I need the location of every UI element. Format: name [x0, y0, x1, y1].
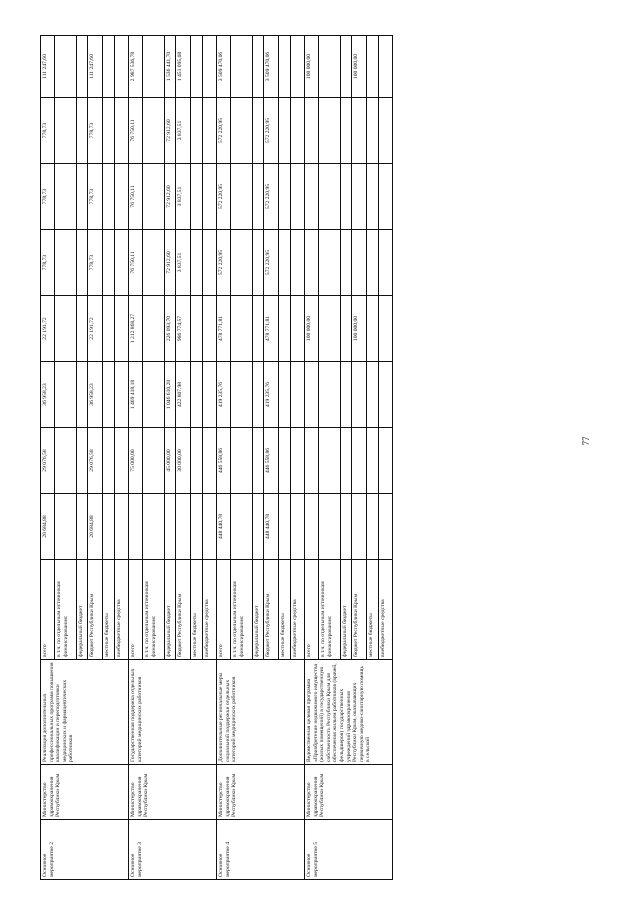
value-cell	[291, 362, 305, 428]
value-cell: 3 837,51	[176, 230, 191, 296]
source-cell: всего	[129, 560, 143, 660]
value-cell: 1 469 418,18	[129, 362, 143, 428]
value-cell	[231, 362, 253, 428]
value-cell	[115, 230, 129, 296]
value-cell: 478 771,81	[264, 296, 279, 362]
value-cell	[191, 428, 203, 494]
value-cell	[367, 98, 379, 164]
value-cell: 72 912,60	[165, 164, 176, 230]
value-cell	[319, 494, 341, 560]
value-cell	[115, 362, 129, 428]
value-cell	[367, 164, 379, 230]
value-cell	[253, 230, 264, 296]
value-cell: 20 684,88	[88, 494, 103, 560]
value-cell	[191, 362, 203, 428]
value-cell	[115, 98, 129, 164]
value-cell: 76 750,11	[129, 230, 143, 296]
value-cell	[191, 164, 203, 230]
value-cell	[143, 428, 165, 494]
source-cell: бюджет Республики Крым	[264, 560, 279, 660]
source-cell: всего	[217, 560, 231, 660]
value-cell: 419 235,76	[264, 362, 279, 428]
value-cell	[305, 230, 319, 296]
value-cell: 778,73	[41, 164, 55, 230]
value-cell	[341, 296, 352, 362]
value-cell	[379, 36, 393, 98]
value-cell	[279, 164, 291, 230]
value-cell: 29 076,58	[88, 428, 103, 494]
source-cell: в т.ч. по отдельным источникам финансирования:	[319, 560, 341, 660]
executor-cell: Министерство здравоохранения Республики Крым	[305, 765, 393, 820]
value-cell	[367, 230, 379, 296]
value-cell	[103, 164, 115, 230]
value-cell	[341, 428, 352, 494]
value-cell	[291, 428, 305, 494]
value-cell	[103, 230, 115, 296]
value-cell	[352, 230, 367, 296]
value-cell	[103, 36, 115, 98]
value-cell	[103, 98, 115, 164]
value-cell	[203, 230, 217, 296]
value-cell	[253, 494, 264, 560]
value-cell: 100 000,00	[305, 296, 319, 362]
value-cell: 1 046 610,20	[165, 362, 176, 428]
value-cell: 778,73	[88, 98, 103, 164]
value-cell	[77, 164, 88, 230]
value-cell: 419 235,76	[217, 362, 231, 428]
value-cell	[305, 494, 319, 560]
value-cell	[191, 36, 203, 98]
executor-cell: Министерство здравоохранения Республики Крым	[129, 765, 217, 820]
source-cell: бюджет Республики Крым	[352, 560, 367, 660]
value-cell: 3 837,51	[176, 98, 191, 164]
source-cell: федеральный бюджет	[253, 560, 264, 660]
value-cell	[319, 36, 341, 98]
event-cell: Основное мероприятие 2	[41, 820, 129, 880]
value-cell	[352, 164, 367, 230]
value-cell	[143, 362, 165, 428]
value-cell: 478 771,81	[217, 296, 231, 362]
value-cell: 1 451 095,08	[176, 36, 191, 98]
event-cell: Основное мероприятие 5	[305, 820, 393, 880]
value-cell	[231, 36, 253, 98]
value-cell	[253, 428, 264, 494]
value-cell: 2 987 536,78	[129, 36, 143, 98]
source-cell: местные бюджеты	[367, 560, 379, 660]
executor-cell: Министерство здравоохранения Республики Крым	[41, 765, 129, 820]
value-cell: 448 440,78	[264, 494, 279, 560]
value-cell: 72 912,60	[165, 98, 176, 164]
value-cell	[305, 428, 319, 494]
value-cell: 778,73	[41, 230, 55, 296]
description-cell: Ведомственная целевая программа «Приобретение недвижимого имущества (жилых помещений) в государственную собственность Республики Крым для обеспечения жильем работников (врачей, фельдшеров) государственных учреждений здравоохранения Республики Крым, оказывающих первичную медико-санитарную помощь в сельской	[305, 660, 393, 765]
source-cell: федеральный бюджет	[77, 560, 88, 660]
value-cell	[143, 36, 165, 98]
value-cell	[203, 36, 217, 98]
value-cell	[77, 362, 88, 428]
value-cell	[253, 164, 264, 230]
table-row	[41, 36, 55, 880]
value-cell	[253, 296, 264, 362]
value-cell	[203, 428, 217, 494]
description-cell: Государственная поддержка отдельных категорий медицинских работников	[129, 660, 217, 765]
value-cell	[143, 98, 165, 164]
value-cell: 986 774,57	[176, 296, 191, 362]
table-row	[305, 36, 319, 880]
value-cell	[253, 362, 264, 428]
value-cell: 45 000,00	[165, 428, 176, 494]
value-cell	[176, 494, 191, 560]
value-cell	[55, 230, 77, 296]
value-cell: 100 000,00	[352, 296, 367, 362]
value-cell: 29 076,58	[41, 428, 55, 494]
value-cell: 446 558,86	[217, 428, 231, 494]
value-cell	[103, 296, 115, 362]
value-cell	[367, 494, 379, 560]
event-cell: Основное мероприятие 3	[129, 820, 217, 880]
source-cell: внебюджетные средства	[203, 560, 217, 660]
value-cell: 22 191,72	[88, 296, 103, 362]
value-cell: 22 191,72	[41, 296, 55, 362]
value-cell: 226 093,70	[165, 296, 176, 362]
source-cell: бюджет Республики Крым	[176, 560, 191, 660]
event-cell: Основное мероприятие 4	[217, 820, 305, 880]
value-cell: 446 558,86	[264, 428, 279, 494]
value-cell	[77, 296, 88, 362]
value-cell	[291, 296, 305, 362]
source-cell: всего	[305, 560, 319, 660]
value-cell	[341, 164, 352, 230]
value-cell	[291, 36, 305, 98]
value-cell	[291, 230, 305, 296]
value-cell	[231, 494, 253, 560]
value-cell	[203, 362, 217, 428]
value-cell: 572 220,95	[217, 98, 231, 164]
value-cell: 3 509 470,06	[264, 36, 279, 98]
value-cell: 3 837,51	[176, 164, 191, 230]
value-cell	[352, 98, 367, 164]
value-cell	[352, 494, 367, 560]
value-cell	[77, 98, 88, 164]
value-cell	[341, 230, 352, 296]
value-cell	[352, 362, 367, 428]
value-cell	[279, 428, 291, 494]
value-cell	[55, 36, 77, 98]
value-cell: 111 247,60	[41, 36, 55, 98]
source-cell: федеральный бюджет	[341, 560, 352, 660]
page-number: 77	[581, 436, 591, 446]
source-cell: местные бюджеты	[191, 560, 203, 660]
value-cell	[115, 296, 129, 362]
value-cell	[129, 494, 143, 560]
value-cell	[319, 230, 341, 296]
value-cell: 76 750,11	[129, 98, 143, 164]
value-cell	[103, 494, 115, 560]
value-cell	[191, 230, 203, 296]
source-cell: бюджет Республики Крым	[88, 560, 103, 660]
value-cell	[341, 98, 352, 164]
value-cell	[279, 230, 291, 296]
value-cell	[319, 428, 341, 494]
rotated-page	[40, 40, 620, 880]
description-cell: Реализация дополнительных профессиональных программ повышения квалификации и переподготовки медицинских и фармацевтических работников	[41, 660, 129, 765]
value-cell	[341, 36, 352, 98]
value-cell: 1 536 441,70	[165, 36, 176, 98]
value-cell	[253, 36, 264, 98]
value-cell	[143, 230, 165, 296]
value-cell	[379, 494, 393, 560]
value-cell: 572 220,95	[264, 164, 279, 230]
value-cell	[367, 428, 379, 494]
value-cell	[55, 362, 77, 428]
value-cell	[191, 494, 203, 560]
value-cell	[379, 362, 393, 428]
table-row	[129, 36, 143, 880]
value-cell	[231, 98, 253, 164]
value-cell: 778,73	[88, 230, 103, 296]
value-cell: 100 000,00	[352, 36, 367, 98]
value-cell	[319, 98, 341, 164]
value-cell	[55, 296, 77, 362]
value-cell: 36 958,23	[41, 362, 55, 428]
value-cell: 778,73	[88, 164, 103, 230]
value-cell	[191, 98, 203, 164]
value-cell	[143, 164, 165, 230]
source-cell: всего	[41, 560, 55, 660]
value-cell	[77, 428, 88, 494]
value-cell	[103, 428, 115, 494]
value-cell: 20 684,88	[41, 494, 55, 560]
value-cell	[143, 494, 165, 560]
value-cell	[305, 362, 319, 428]
value-cell: 572 220,95	[264, 230, 279, 296]
executor-cell: Министерство здравоохранения Республики Крым	[217, 765, 305, 820]
value-cell	[115, 494, 129, 560]
value-cell	[203, 164, 217, 230]
source-cell: местные бюджеты	[103, 560, 115, 660]
value-cell	[291, 164, 305, 230]
value-cell	[77, 494, 88, 560]
value-cell	[203, 98, 217, 164]
value-cell: 75 000,00	[129, 428, 143, 494]
value-cell	[341, 362, 352, 428]
value-cell	[203, 494, 217, 560]
financing-table	[40, 35, 393, 880]
value-cell	[379, 428, 393, 494]
value-cell	[231, 230, 253, 296]
value-cell	[279, 296, 291, 362]
value-cell: 572 220,95	[217, 164, 231, 230]
value-cell	[341, 494, 352, 560]
source-cell: в т.ч. по отдельным источникам финансирования:	[231, 560, 253, 660]
value-cell: 100 000,00	[305, 36, 319, 98]
value-cell	[231, 164, 253, 230]
value-cell	[305, 164, 319, 230]
value-cell	[319, 362, 341, 428]
value-cell	[55, 98, 77, 164]
source-cell: федеральный бюджет	[165, 560, 176, 660]
value-cell	[352, 428, 367, 494]
value-cell: 76 750,11	[129, 164, 143, 230]
value-cell: 111 247,60	[88, 36, 103, 98]
value-cell	[379, 296, 393, 362]
description-cell: Дополнительные региональные меры социальной поддержки отдельных категорий медицинских работников	[217, 660, 305, 765]
source-cell: местные бюджеты	[279, 560, 291, 660]
value-cell	[279, 362, 291, 428]
value-cell	[379, 230, 393, 296]
value-cell	[165, 494, 176, 560]
table-row	[217, 36, 231, 880]
value-cell	[77, 230, 88, 296]
value-cell	[55, 494, 77, 560]
value-cell	[367, 296, 379, 362]
source-cell: в т.ч. по отдельным источникам финансирования:	[55, 560, 77, 660]
value-cell	[305, 98, 319, 164]
value-cell	[253, 98, 264, 164]
value-cell: 572 220,95	[264, 98, 279, 164]
value-cell: 422 807,98	[176, 362, 191, 428]
value-cell: 72 912,60	[165, 230, 176, 296]
value-cell	[77, 36, 88, 98]
value-cell	[55, 164, 77, 230]
value-cell: 1 212 868,27	[129, 296, 143, 362]
value-cell: 3 509 470,06	[217, 36, 231, 98]
value-cell: 572 220,95	[217, 230, 231, 296]
value-cell	[55, 428, 77, 494]
value-cell: 36 958,23	[88, 362, 103, 428]
value-cell	[103, 362, 115, 428]
source-cell: в т.ч. по отдельным источникам финансирования:	[143, 560, 165, 660]
value-cell: 448 440,78	[217, 494, 231, 560]
source-cell: внебюджетные средства	[379, 560, 393, 660]
value-cell	[191, 296, 203, 362]
value-cell	[379, 164, 393, 230]
value-cell	[291, 98, 305, 164]
value-cell	[279, 98, 291, 164]
table-body	[41, 36, 393, 880]
value-cell	[367, 362, 379, 428]
value-cell	[143, 296, 165, 362]
source-cell: внебюджетные средства	[291, 560, 305, 660]
value-cell	[291, 494, 305, 560]
value-cell	[319, 296, 341, 362]
value-cell	[279, 36, 291, 98]
value-cell	[367, 36, 379, 98]
value-cell	[231, 296, 253, 362]
value-cell	[203, 296, 217, 362]
value-cell	[319, 164, 341, 230]
value-cell	[115, 428, 129, 494]
value-cell	[379, 98, 393, 164]
source-cell: внебюджетные средства	[115, 560, 129, 660]
value-cell	[231, 428, 253, 494]
value-cell: 778,73	[41, 98, 55, 164]
value-cell: 30 000,00	[176, 428, 191, 494]
value-cell	[115, 164, 129, 230]
value-cell	[279, 494, 291, 560]
value-cell	[115, 36, 129, 98]
